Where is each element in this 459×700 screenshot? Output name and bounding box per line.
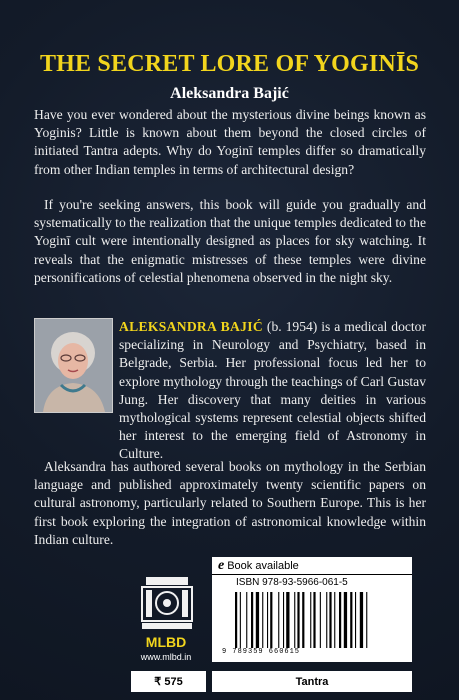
description-paragraph-1: Have you ever wondered about the mysterious divine beings known as Yoginis? Little is known about them beyond the closed circles of initiated Tantra adepts. Why do Yoginī temples differ so dramatically from other Indian temples in terms of architectural design?: [34, 107, 426, 177]
barcode-digits: 9 789359 660615: [222, 648, 301, 656]
bio-author-name: ALEKSANDRA BAJIĆ: [119, 319, 263, 334]
bio-paragraph-1-text: (b. 1954) is a medical doctor specializing in Neurology and Psychiatry, based in Belgrade, Serbia. Her professional focus led her to explore mythology through the teachings of Carl Gustav Jung. Her discovery that many deities in various mythological systems represent celestial objects shifted her interest to the emerging field of Astronomy in Culture.: [119, 319, 426, 462]
description-paragraph-2: If you're seeking answers, this book will guide you gradually and systematically to the realization that the unique temples dedicated to the Yoginī cult were intentionally designed as places for sky watching. It reveals that the enigmatic mistresses of these temples were divine personifications of celestial phenomena observed in the night sky.: [34, 197, 426, 285]
ebook-e-icon: e: [218, 557, 225, 573]
publisher-name: MLBD: [145, 634, 187, 650]
publisher-url: www.mlbd.in: [140, 652, 192, 662]
price-label: ₹ 575: [131, 671, 206, 692]
author-name: Aleksandra Bajić: [170, 85, 289, 102]
author-portrait-image: [35, 319, 112, 412]
ebook-availability: [212, 557, 412, 575]
bio-paragraph-2: Aleksandra has authored several books on mythology in the Serbian language and published approximately twenty scientific papers on cultural astronomy, particularly related to Southern Europe. This is her first book exploring the integration of astronomical knowledge within Indian culture.: [34, 459, 426, 547]
author-photo: [34, 318, 113, 413]
category-label: Tantra: [212, 671, 412, 692]
book-title: THE SECRET LORE OF YOGINĪS: [39, 51, 420, 77]
ebook-label: Book available: [227, 559, 299, 572]
bio-paragraph-1: [119, 318, 426, 464]
publisher-emblem-icon: [128, 575, 206, 633]
barcode-image: [233, 592, 403, 648]
isbn-text: ISBN 978-93-5966-061-5: [236, 577, 348, 588]
